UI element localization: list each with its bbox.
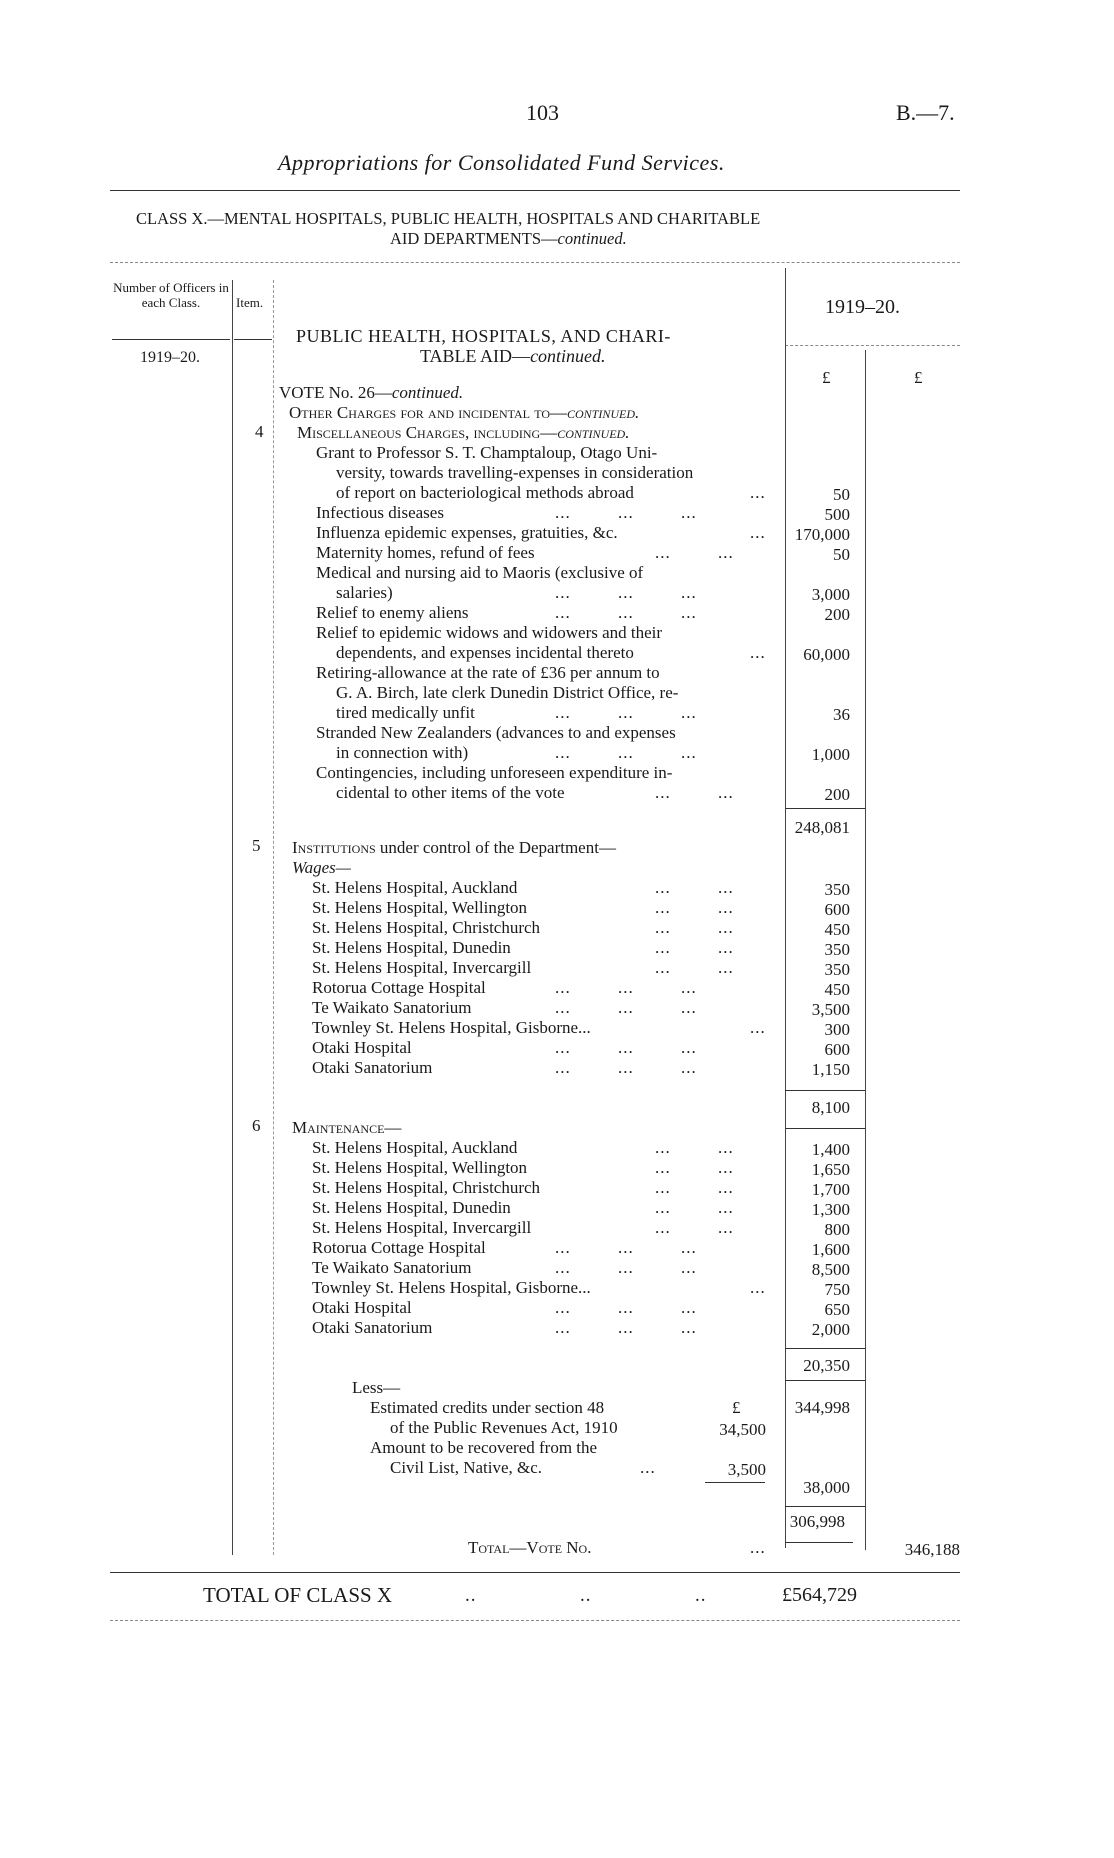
leader-dots: ... ... [655,1178,734,1197]
item-column-rule [273,280,274,1555]
page-number: 103 [526,100,559,125]
item4-row-10-value: 200 [824,785,850,804]
leader-dots: ... ... ... [555,998,697,1017]
title-rule [110,190,960,191]
credits-pound-sign: £ [732,1398,741,1417]
vote-heading: VOTE No. 26—continued. [279,383,464,402]
leader-dots: ... ... ... [555,1258,697,1277]
total-vote-value: 346,188 [904,1540,960,1559]
leader-dots: ... ... [655,783,734,802]
item6-row-7-value: 8,500 [811,1260,850,1279]
leader-dots: ... ... ... [555,1038,697,1057]
net-amount-rule [785,1542,853,1543]
item5-row-5-value: 350 [824,960,850,979]
leader-dots: ... ... [655,918,734,937]
item5-subtitle: Wages— [292,858,351,877]
item4-row-9-value: 1,000 [811,745,850,764]
item4-row-8-line2: G. A. Birch, late clerk Dunedin District Office, re- [336,683,679,702]
leader-dots: ... ... ... [555,1318,697,1337]
leader-dots: ... [750,1018,766,1037]
other-charges-heading: Other Charges for and incidental to—continued. [289,403,640,422]
item4-subtotal-rule [785,808,865,809]
item6-row-10-label: Otaki Sanatorium [312,1318,433,1337]
item5-row-2-label: St. Helens Hospital, Wellington [312,898,528,917]
leader-dots: ... ... [655,1198,734,1217]
class-heading-rule [110,262,960,263]
class-total-value: £564,729 [782,1584,857,1606]
item4-row-8-value: 36 [833,705,850,724]
item6-row-9-label: Otaki Hospital [312,1298,412,1317]
recovered-value: 3,500 [727,1460,766,1479]
item6-row-6-value: 1,600 [811,1240,850,1259]
leader-dots: ... ... ... [555,978,697,997]
officers-column-rule [232,280,233,1555]
item6-row-5-value: 800 [824,1220,850,1239]
item4-row-3-value: 170,000 [794,525,850,544]
item5-row-4-value: 350 [824,940,850,959]
leader-dots: ... ... ... [555,603,697,622]
leader-dots: ... ... [655,1138,734,1157]
item5-row-10-label: Otaki Sanatorium [312,1058,433,1077]
class-total-top-rule [110,1572,960,1573]
leader-dots: ... [750,523,766,542]
item-column-header: Item. [236,295,264,310]
item6-row-7-label: Te Waikato Sanatorium [312,1258,472,1277]
officers-header-rule [112,339,230,340]
item5-row-9-label: Otaki Hospital [312,1038,412,1057]
item-number-6: 6 [252,1116,261,1135]
less-values-rule [705,1482,765,1483]
leader-dots: ... ... ... [555,1238,697,1257]
recovered-line2: Civil List, Native, &c. [390,1458,543,1477]
item4-row-10-line2: cidental to other items of the vote [336,783,565,802]
item5-row-9-value: 600 [824,1040,850,1059]
class-heading-line1: CLASS X.—MENTAL HOSPITALS, PUBLIC HEALTH, HOSPITALS AND CHARITABLE [136,209,761,228]
item6-row-8-value: 750 [824,1280,850,1299]
item5-row-8-label: Townley St. Helens Hospital, Gisborne... [312,1018,591,1037]
leader-dots: ... ... [655,898,734,917]
item6-title: Maintenance— [292,1118,402,1137]
item6-row-2-value: 1,650 [811,1160,850,1179]
leader-dots: ... [640,1458,656,1477]
amount-column-rule-left [785,268,786,1548]
item-header-rule [234,339,272,340]
item5-row-6-value: 450 [824,980,850,999]
item6-total: 20,350 [803,1356,850,1375]
item5-row-2-value: 600 [824,900,850,919]
item6-row-3-label: St. Helens Hospital, Christchurch [312,1178,541,1197]
item5-row-3-label: St. Helens Hospital, Christchurch [312,918,541,937]
item6-row-4-label: St. Helens Hospital, Dunedin [312,1198,511,1217]
item4-row-7-value: 60,000 [803,645,850,664]
officers-column-header: Number of Officers in each Class. [113,280,229,310]
item6-row-3-value: 1,700 [811,1180,850,1199]
item6-subtotal-rule [785,1348,865,1349]
item4-row-8-line3: tired medically unfit [336,703,475,722]
item5-row-7-label: Te Waikato Sanatorium [312,998,472,1017]
item4-total: 248,081 [794,818,850,837]
deduction-rule [785,1506,865,1507]
amount-column-rule-mid [865,350,866,1550]
item4-title: Miscellaneous Charges, including—continued. [297,423,630,442]
class-total-label: TOTAL OF CLASS X [203,1583,393,1607]
leader-dots: ... [750,483,766,502]
item4-row-1-line2: versity, towards travelling-expenses in consideration [336,463,694,482]
recovered-line1: Amount to be recovered from the [370,1438,598,1457]
item4-row-9-line2: in connection with) [336,743,469,762]
class-total-bottom-rule [110,1620,960,1621]
item4-row-6-value: 200 [824,605,850,624]
item5-row-7-value: 3,500 [811,1000,850,1019]
item4-row-1-value: 50 [833,485,850,504]
item4-row-9-line1: Stranded New Zealanders (advances to and expenses [316,723,676,742]
leader-dots: ... ... [655,878,734,897]
item6-row-2-label: St. Helens Hospital, Wellington [312,1158,528,1177]
leader-dots: ... ... [655,938,734,957]
leader-dots: ... ... [655,543,734,562]
year-left-header: 1919–20. [140,349,200,366]
credits-value: 34,500 [719,1420,766,1439]
item4-row-5-line1: Medical and nursing aid to Maoris (exclusive of [316,563,644,582]
item4-row-2-line1: Infectious diseases [316,503,444,522]
item5-row-6-label: Rotorua Cottage Hospital [312,978,486,997]
item-number-5: 5 [252,836,261,855]
item4-row-1-line1: Grant to Professor S. T. Champtaloup, Otago Uni- [316,443,658,462]
year-header-rule [785,345,960,346]
leader-dots: ... ... ... [555,1298,697,1317]
item6-row-8-label: Townley St. Helens Hospital, Gisborne... [312,1278,591,1297]
section-heading-line1: PUBLIC HEALTH, HOSPITALS, AND CHARI- [296,326,671,346]
leader-dots: ... ... [655,958,734,977]
item4-row-5-line2: salaries) [336,583,393,602]
item4-row-6-line1: Relief to enemy aliens [316,603,469,622]
leader-dots: ... ... ... [555,743,697,762]
class-heading-line2: AID DEPARTMENTS—continued. [390,229,627,248]
item5-title: Institutions under control of the Department— [292,838,616,857]
item5-row-1-value: 350 [824,880,850,899]
leader-dots: ... ... [655,1218,734,1237]
leader-dots: ... [750,1278,766,1297]
page-title: Appropriations for Consolidated Fund Services. [278,150,725,175]
gross-amount: 344,998 [794,1398,850,1417]
item5-total: 8,100 [811,1098,850,1117]
item6-row-1-label: St. Helens Hospital, Auckland [312,1138,518,1157]
item6-row-1-value: 1,400 [811,1140,850,1159]
item4-row-3-line1: Influenza epidemic expenses, gratuities, &c. [316,523,618,542]
pound-column1-header: £ [822,368,831,387]
item6-top-rule [785,1128,865,1129]
credits-line1: Estimated credits under section 48 [370,1398,605,1417]
less-label: Less— [352,1378,401,1397]
leader-dots: ... ... ... [555,503,697,522]
section-heading-line2: TABLE AID—continued. [420,346,606,366]
item6-row-4-value: 1,300 [811,1200,850,1219]
item5-subtotal-rule [785,1090,865,1091]
leader-dots: ... ... ... [555,703,697,722]
item5-row-10-value: 1,150 [811,1060,850,1079]
item4-row-7-line2: dependents, and expenses incidental thereto [336,643,634,662]
item4-row-7-line1: Relief to epidemic widows and widowers and their [316,623,663,642]
year-right-header: 1919–20. [825,296,900,318]
document-reference: B.—7. [896,100,955,125]
item5-row-1-label: St. Helens Hospital, Auckland [312,878,518,897]
item4-row-8-line1: Retiring-allowance at the rate of £36 per annum to [316,663,660,682]
item5-row-5-label: St. Helens Hospital, Invercargill [312,958,532,977]
item4-row-4-value: 50 [833,545,850,564]
leader-dots: .. .. .. [465,1585,707,1606]
item4-row-1-line3: of report on bacteriological methods abroad [336,483,634,502]
item4-row-5-value: 3,000 [811,585,850,604]
item5-row-4-label: St. Helens Hospital, Dunedin [312,938,511,957]
item-number-4: 4 [255,422,264,441]
leader-dots: ... [750,643,766,662]
leader-dots: ... [750,1538,766,1557]
pound-column2-header: £ [914,368,923,387]
item6-row-5-label: St. Helens Hospital, Invercargill [312,1218,532,1237]
item4-row-10-line1: Contingencies, including unforeseen expenditure in- [316,763,673,782]
item5-row-8-value: 300 [824,1020,850,1039]
item4-row-4-line1: Maternity homes, refund of fees [316,543,535,562]
credits-line2: of the Public Revenues Act, 1910 [390,1418,618,1437]
leader-dots: ... ... [655,1158,734,1177]
deduction-total: 38,000 [803,1478,850,1497]
total-vote-label: Total—Vote No. [468,1538,592,1557]
item6-row-9-value: 650 [824,1300,850,1319]
leader-dots: ... ... ... [555,1058,697,1077]
item4-row-2-value: 500 [824,505,850,524]
item5-row-3-value: 450 [824,920,850,939]
net-amount: 306,998 [789,1512,845,1531]
item6-total-rule [785,1380,865,1381]
item6-row-10-value: 2,000 [811,1320,850,1339]
item6-row-6-label: Rotorua Cottage Hospital [312,1238,486,1257]
leader-dots: ... ... ... [555,583,697,602]
